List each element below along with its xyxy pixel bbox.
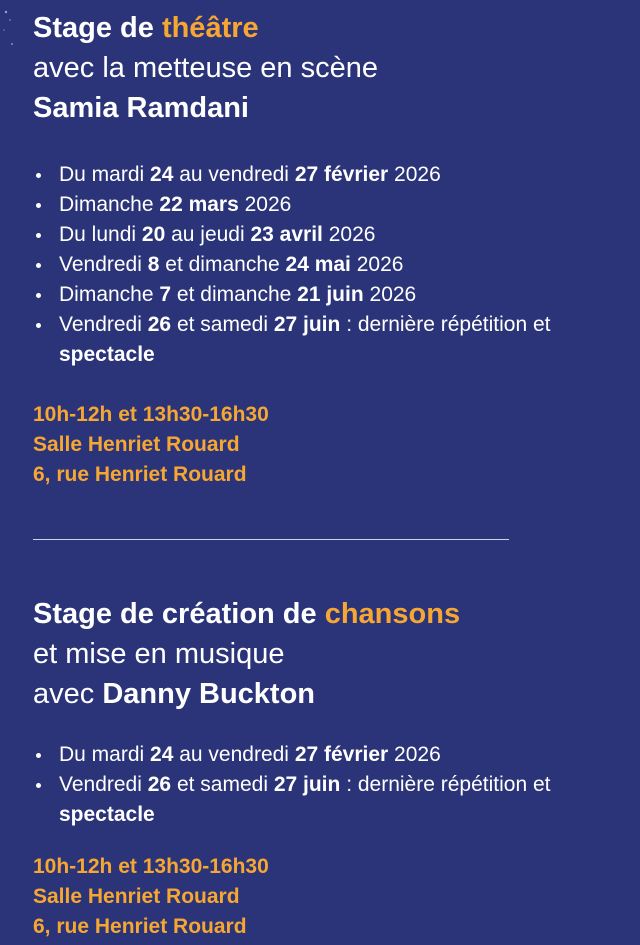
date-emphasis: 20 — [141, 223, 166, 246]
date-text: Dimanche — [59, 193, 160, 216]
title-prefix: Stage de création de — [33, 598, 325, 630]
date-text: 2026 — [363, 283, 417, 306]
date-text: Dimanche — [59, 283, 160, 306]
date-text: : dernière répétition et — [340, 313, 551, 336]
date-emphasis: 22 mars — [159, 193, 239, 216]
title-accent: chansons — [324, 598, 461, 630]
songwriting-workshop-title — [33, 594, 623, 634]
venue: Salle Henriet Rouard — [33, 433, 240, 456]
director-name: Samia Ramdani — [33, 92, 249, 124]
date-emphasis: 27 juin — [273, 313, 341, 336]
theatre-practical-info — [33, 400, 269, 490]
address: 6, rue Henriet Rouard — [33, 463, 247, 486]
address: 6, rue Henriet Rouard — [33, 915, 247, 938]
date-emphasis: spectacle — [59, 343, 155, 366]
date-item — [33, 310, 623, 370]
date-emphasis: 23 avril — [250, 223, 323, 246]
date-emphasis: 27 février — [294, 743, 389, 766]
theatre-workshop-section — [33, 8, 623, 486]
title-prefix: Stage de — [33, 12, 162, 44]
date-text: au jeudi — [165, 223, 251, 246]
date-item — [33, 280, 623, 310]
date-emphasis: 27 juin — [273, 773, 341, 796]
theatre-dates-list — [33, 160, 623, 370]
date-emphasis: 8 — [147, 253, 160, 276]
date-emphasis: 24 mai — [285, 253, 351, 276]
date-emphasis: 24 — [150, 743, 174, 766]
date-text: Du mardi — [59, 163, 151, 186]
date-emphasis: 7 — [159, 283, 172, 306]
date-item — [33, 220, 623, 250]
date-item — [33, 740, 623, 770]
date-text: Du lundi — [59, 223, 142, 246]
date-emphasis: 26 — [147, 773, 172, 796]
artist-name: Danny Buckton — [102, 678, 316, 710]
date-text: et dimanche — [159, 253, 286, 276]
date-emphasis: 27 février — [294, 163, 389, 186]
date-emphasis: 21 juin — [297, 283, 364, 306]
hours: 10h-12h et 13h30-16h30 — [33, 403, 269, 426]
date-text: 2026 — [238, 193, 292, 216]
date-text: au vendredi — [173, 163, 295, 186]
date-text: et samedi — [171, 773, 274, 796]
date-text: et samedi — [171, 313, 274, 336]
theatre-workshop-title — [33, 8, 623, 48]
with-prefix: avec — [33, 678, 103, 710]
date-text: Vendredi — [59, 313, 148, 336]
date-item — [33, 770, 623, 830]
date-text: 2026 — [322, 223, 376, 246]
date-item — [33, 160, 623, 190]
date-item — [33, 190, 623, 220]
date-text: au vendredi — [173, 743, 295, 766]
date-text: et dimanche — [171, 283, 298, 306]
date-text: : dernière répétition et — [340, 773, 551, 796]
venue: Salle Henriet Rouard — [33, 885, 240, 908]
songwriting-practical-info — [33, 852, 269, 942]
date-text: 2026 — [388, 743, 441, 766]
songwriting-workshop-subtitle: et mise en musique — [33, 638, 285, 670]
date-text: Vendredi — [59, 253, 148, 276]
hours: 10h-12h et 13h30-16h30 — [33, 855, 269, 878]
theatre-workshop-subtitle: avec la metteuse en scène — [33, 52, 378, 84]
date-emphasis: 26 — [147, 313, 172, 336]
date-emphasis: spectacle — [59, 803, 155, 826]
section-divider — [33, 539, 509, 540]
date-text: 2026 — [388, 163, 441, 186]
date-item — [33, 250, 623, 280]
date-text: Du mardi — [59, 743, 151, 766]
date-text: Vendredi — [59, 773, 148, 796]
title-accent: théâtre — [161, 12, 259, 44]
songwriting-workshop-section — [33, 594, 623, 938]
date-emphasis: 24 — [150, 163, 174, 186]
artist-line — [33, 674, 623, 714]
songwriting-dates-list — [33, 740, 623, 830]
date-text: 2026 — [350, 253, 404, 276]
